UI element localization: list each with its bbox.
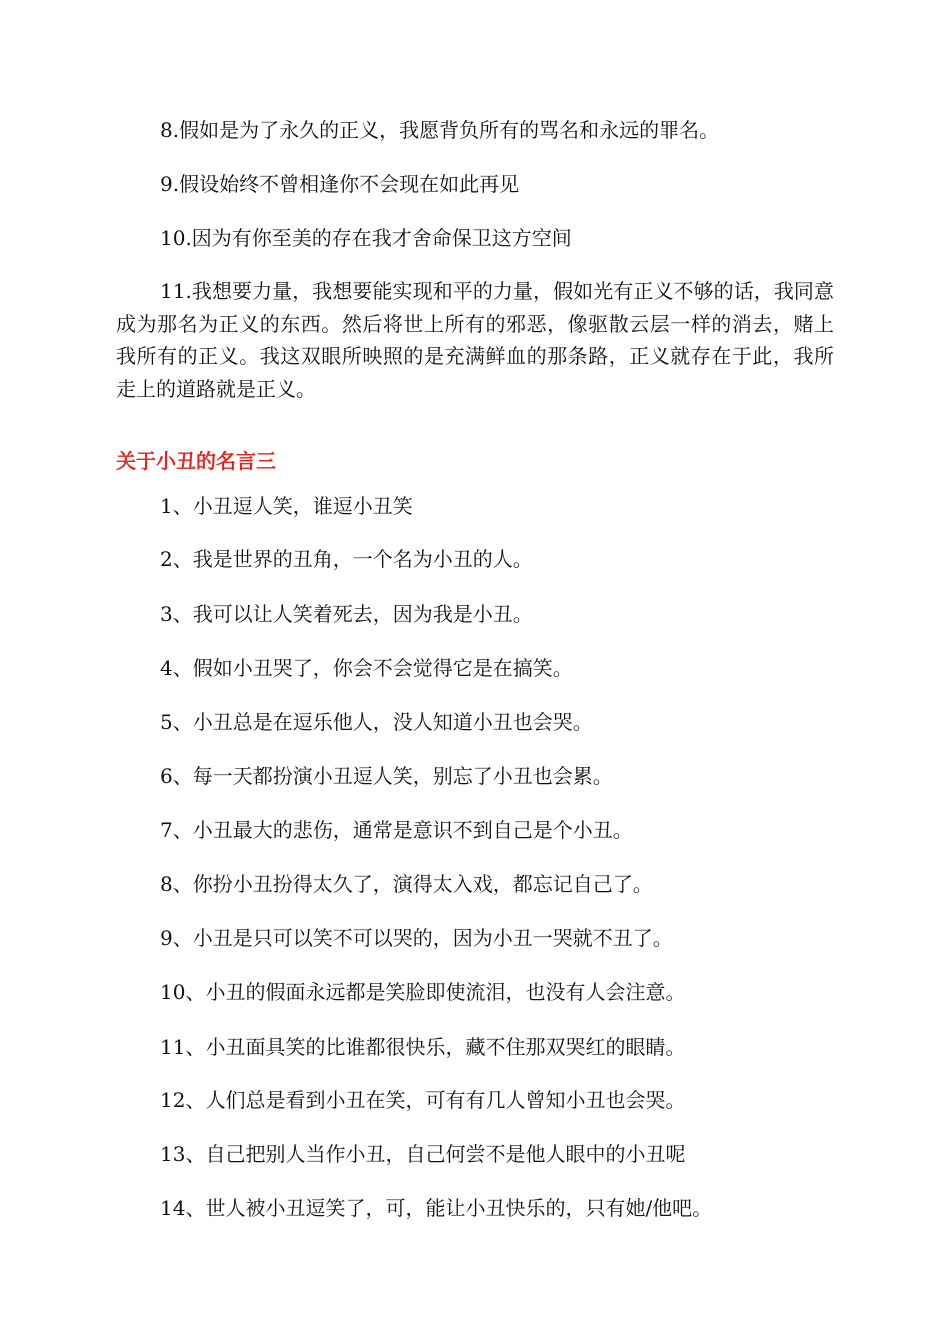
clown-quote-11: 11、小丑面具笑的比谁都很快乐，藏不住那双哭红的眼睛。 (160, 1035, 686, 1059)
clown-quote-3: 3、我可以让人笑着死去，因为我是小丑。 (160, 602, 533, 626)
clown-quote-1: 1、小丑逗人笑，谁逗小丑笑 (160, 494, 413, 518)
section-heading: 关于小丑的名言三 (116, 449, 276, 473)
clown-quote-5: 5、小丑总是在逗乐他人，没人知道小丑也会哭。 (160, 710, 593, 734)
clown-quote-9: 9、小丑是只可以笑不可以哭的，因为小丑一哭就不丑了。 (160, 926, 673, 950)
clown-quote-7: 7、小丑最大的悲伤，通常是意识不到自己是个小丑。 (160, 818, 633, 842)
quote-11: 11.我想要力量，我想要能实现和平的力量，假如光有正义不够的话，我同意成为那名为正义的东西。然后将世上所有的邪恶，像驱散云层一样的消去，赌上我所有的正义。我这双眼所映照的是充满鲜血的那条路，正义就存在于此，我所走上的道路就是正义。 (116, 279, 834, 401)
quote-10: 10.因为有你至美的存在我才舍命保卫这方空间 (160, 226, 572, 250)
clown-quote-13: 13、自己把别人当作小丑，自己何尝不是他人眼中的小丑呢 (160, 1142, 686, 1166)
clown-quote-12: 12、人们总是看到小丑在笑，可有有几人曾知小丑也会哭。 (160, 1088, 686, 1112)
clown-quote-6: 6、每一天都扮演小丑逗人笑，别忘了小丑也会累。 (160, 764, 613, 788)
clown-quote-10: 10、小丑的假面永远都是笑脸即使流泪，也没有人会注意。 (160, 980, 686, 1004)
clown-quote-14: 14、世人被小丑逗笑了，可，能让小丑快乐的，只有她/他吧。 (160, 1196, 713, 1220)
clown-quote-4: 4、假如小丑哭了，你会不会觉得它是在搞笑。 (160, 656, 573, 680)
clown-quote-8: 8、你扮小丑扮得太久了，演得太入戏，都忘记自己了。 (160, 872, 653, 896)
clown-quote-2: 2、我是世界的丑角，一个名为小丑的人。 (160, 547, 533, 571)
quote-9: 9.假设始终不曾相逢你不会现在如此再见 (160, 172, 520, 196)
quote-8: 8.假如是为了永久的正义，我愿背负所有的骂名和永远的罪名。 (160, 118, 720, 142)
